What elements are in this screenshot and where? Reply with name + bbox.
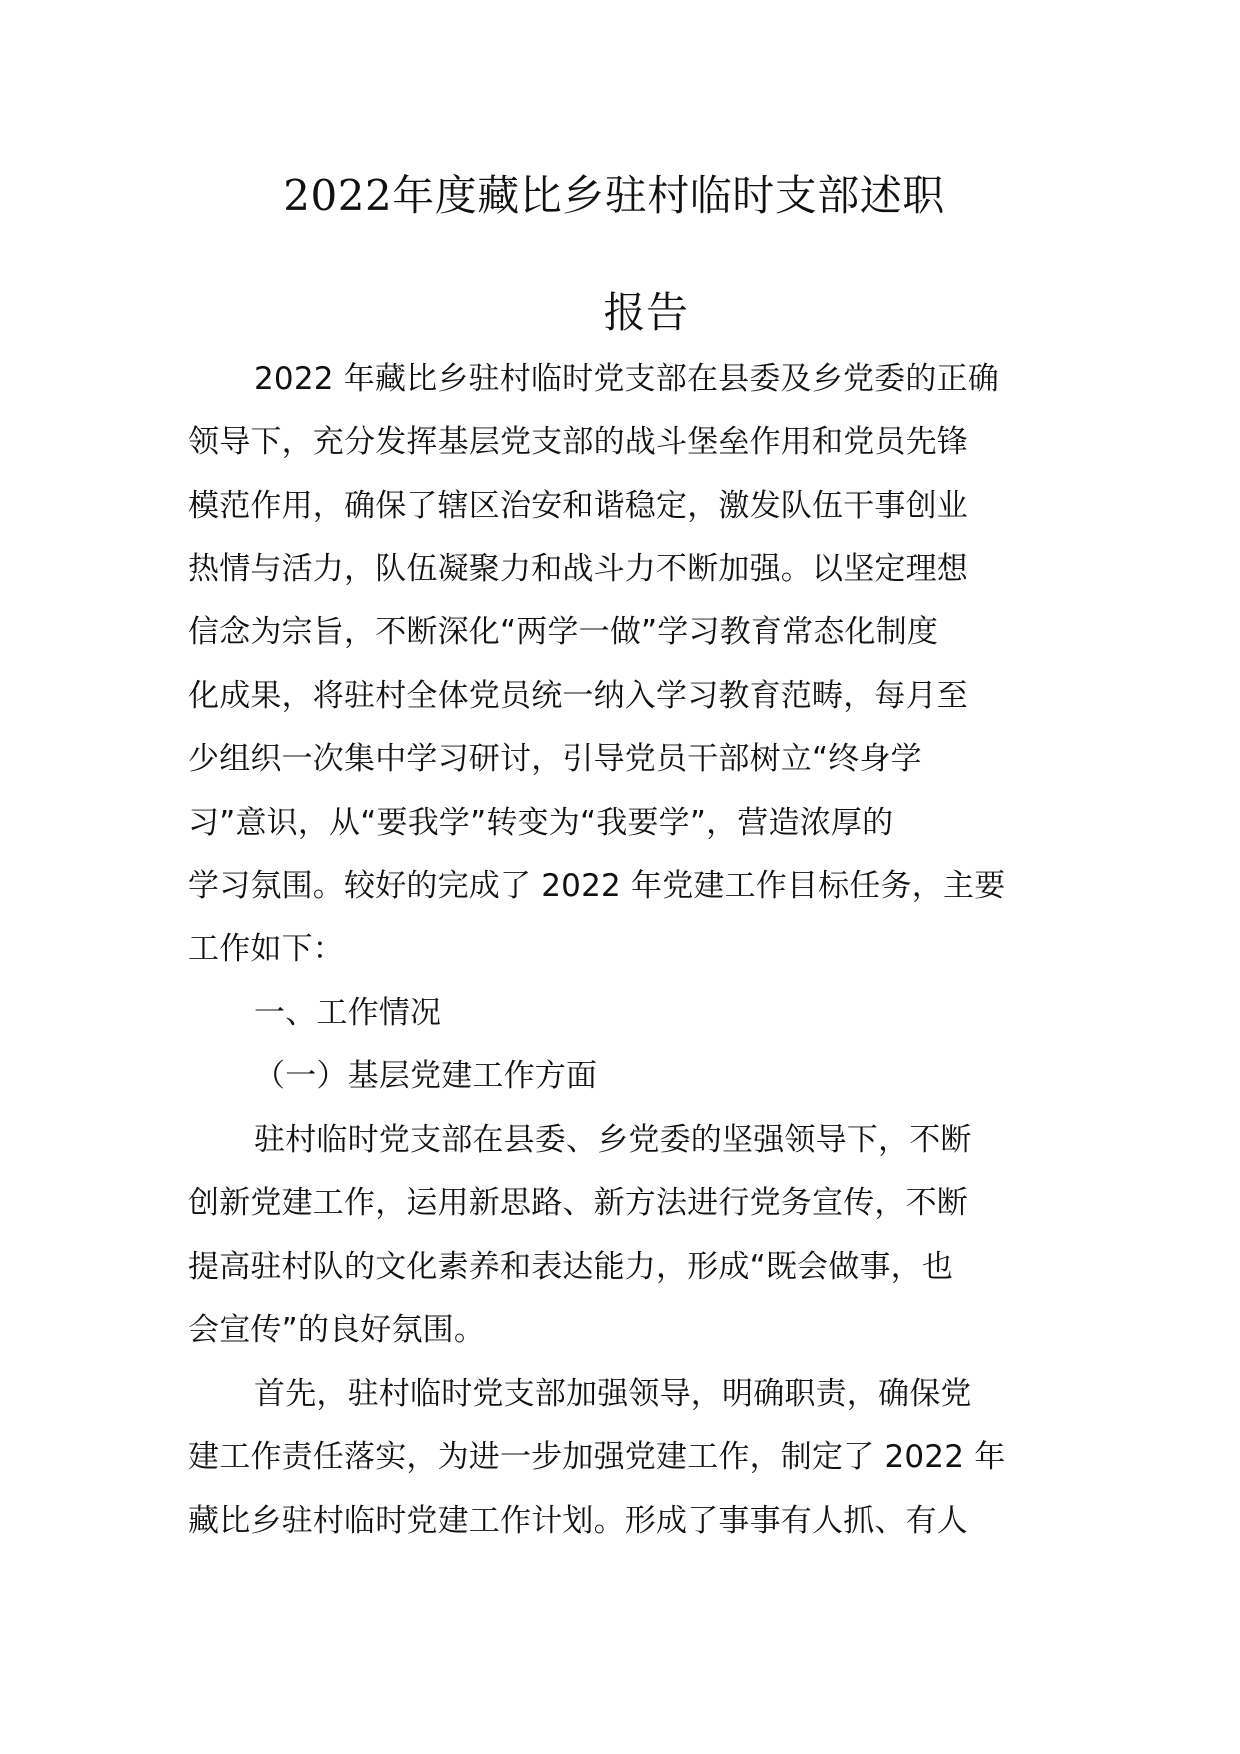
paragraph-line: 提高驻村队的文化素养和表达能力，形成“既会做事，也 bbox=[188, 1249, 954, 1285]
paragraph-line: 会宣传”的良好氛围。 bbox=[188, 1312, 486, 1348]
paragraph-line: 驻村临时党支部在县委、乡党委的坚强领导下，不断 bbox=[254, 1122, 972, 1158]
paragraph-line: 习”意识，从“要我学”转变为“我要学”，营造浓厚的 bbox=[188, 805, 894, 841]
paragraph-line: 热情与活力，队伍凝聚力和战斗力不断加强。以坚定理想 bbox=[188, 551, 968, 587]
paragraph-line: 少组织一次集中学习研讨，引导党员干部树立“终身学 bbox=[188, 741, 922, 777]
paragraph-line: 学习氛围。较好的完成了 2022 年党建工作目标任务，主要 bbox=[188, 868, 1006, 904]
subsection-heading: （一）基层党建工作方面 bbox=[254, 1058, 598, 1094]
title-year: 2022 bbox=[283, 171, 393, 220]
section-heading: 一、工作情况 bbox=[254, 995, 442, 1031]
paragraph-line: 建工作责任落实，为进一步加强党建工作，制定了 2022 年 bbox=[188, 1439, 1006, 1475]
paragraph-line: 信念为宗旨，不断深化“两学一做”学习教育常态化制度 bbox=[188, 614, 939, 650]
paragraph-line: 2022 年藏比乡驻村临时党支部在县委及乡党委的正确 bbox=[254, 361, 999, 397]
paragraph-line: 首先，驻村临时党支部加强领导，明确职责，确保党 bbox=[254, 1376, 972, 1412]
paragraph-line: 模范作用，确保了辖区治安和谐稳定，激发队伍干事创业 bbox=[188, 488, 968, 524]
document-title-line-2: 报告 bbox=[603, 288, 689, 337]
paragraph-line: 创新党建工作，运用新思路、新方法进行党务宣传，不断 bbox=[188, 1185, 968, 1221]
title-text: 年度藏比乡驻村临时支部述职 bbox=[392, 171, 945, 220]
paragraph-line: 工作如下： bbox=[188, 931, 344, 967]
paragraph-line: 藏比乡驻村临时党建工作计划。形成了事事有人抓、有人 bbox=[188, 1503, 968, 1539]
paragraph-line: 领导下，充分发挥基层党支部的战斗堡垒作用和党员先锋 bbox=[188, 424, 968, 460]
document-title-line-1 bbox=[0, 166, 1234, 226]
paragraph-line: 化成果，将驻村全体党员统一纳入学习教育范畴，每月至 bbox=[188, 678, 968, 714]
